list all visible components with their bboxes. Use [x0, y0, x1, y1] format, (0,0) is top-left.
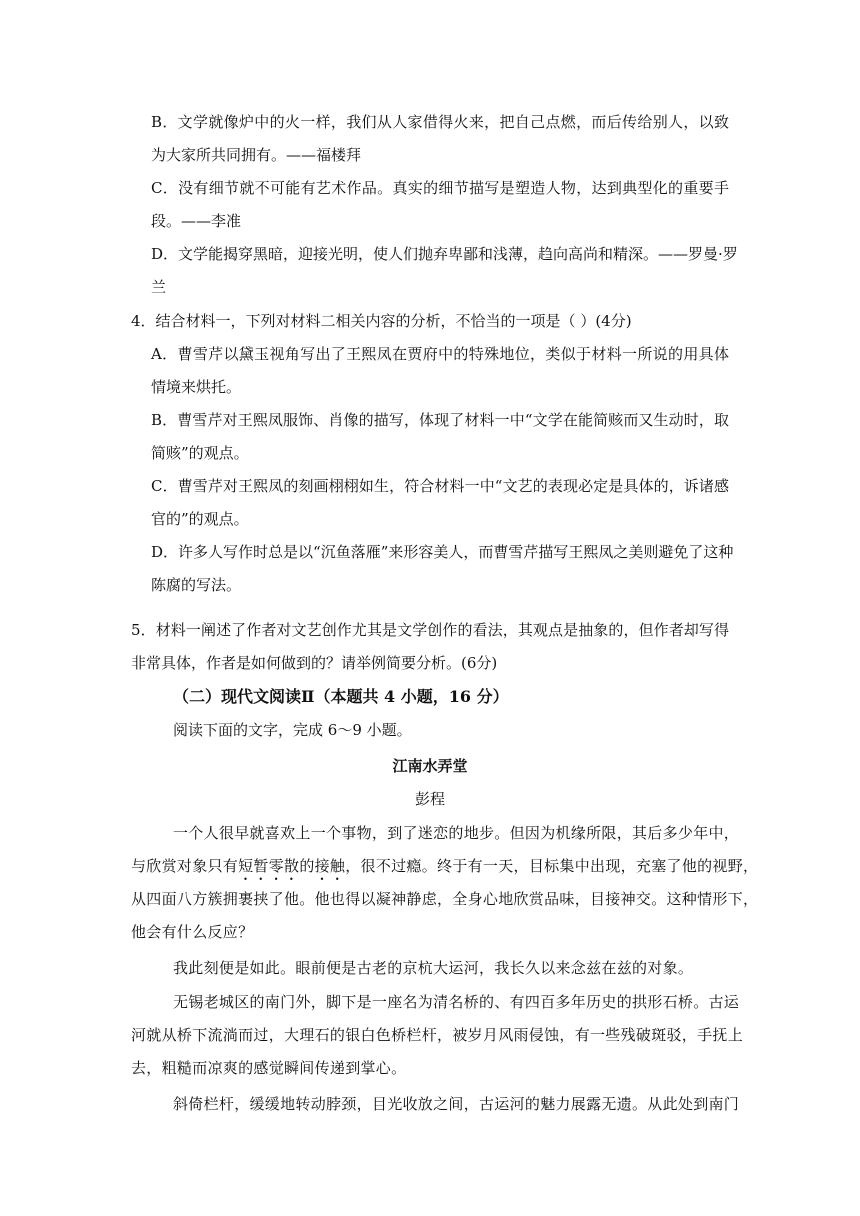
q5-line2: 非常具体，作者是如何做到的？请举例简要分析。(6分) — [131, 654, 498, 672]
q5-line1: 5．材料一阐述了作者对文艺创作尤其是文学创作的看法，其观点是抽象的，但作者却写得 — [131, 621, 729, 639]
q4-stem: 4．结合材料一，下列对材料二相关内容的分析，不恰当的一项是（ ）(4分) — [131, 312, 632, 330]
article-p3-line1: 无锡老城区的南门外，脚下是一座名为清名桥的、有四百多年历史的拱形石桥。古运 — [173, 993, 740, 1011]
article-title: 江南水弄堂 — [392, 757, 468, 775]
q4-option-d-line1: D．许多人写作时总是以“沉鱼落雁”来形容美人，而曹雪芹描写王熙凤之美则避免了这种 — [151, 543, 734, 561]
article-p3-line2: 河就从桥下流淌而过，大理石的银白色桥栏杆，被岁月风雨侵蚀，有一些残破斑驳，手抚上 — [131, 1026, 744, 1044]
q4-option-c-line1: C．曹雪芹对王熙凤的刻画栩栩如生，符合材料一中“文艺的表现必定是具体的，诉诸感 — [151, 477, 729, 495]
q4-option-c-line2: 官的”的观点。 — [151, 510, 249, 528]
article-p1-line1: 一个人很早就喜欢上一个事物，到了迷恋的地步。但因为机缘所限，其后多少年中， — [173, 824, 740, 842]
q4-option-b-line1: B．曹雪芹对王熙凤服饰、肖像的描写，体现了材料一中“文学在能简赅而又生动时，取 — [151, 411, 729, 429]
article-p4-line1: 斜倚栏杆，缓缓地转动脖颈，目光收放之间，古运河的魅力展露无遗。从此处到南门 — [173, 1095, 740, 1113]
article-p1-line4: 他会有什么反应？ — [131, 923, 254, 941]
dotted-emphasis-1: 短暂零散 — [238, 857, 300, 875]
q4-option-b-line2: 简赅”的观点。 — [151, 444, 249, 462]
dotted-emphasis-2: 接触 — [314, 857, 346, 875]
q3-option-d-line2: 兰 — [151, 278, 167, 296]
q3-option-b-line1: B．文学就像炉中的火一样，我们从人家借得火来，把自己点燃，而后传给别人，以致 — [151, 113, 729, 131]
q4-option-a-line1: A．曹雪芹以黛玉视角写出了王熙凤在贾府中的特殊地位，类似于材料一所说的用具体 — [151, 345, 729, 363]
q4-option-d-line2: 陈腐的写法。 — [151, 576, 242, 594]
article-p1-line3: 从四面八方簇拥裹挟了他。他也得以凝神静虑，全身心地欣赏品味，目接神交。这种情形下， — [131, 890, 759, 908]
section-intro: 阅读下面的文字，完成 6～9 小题。 — [173, 721, 412, 739]
q4-option-a-line2: 情境来烘托。 — [151, 378, 242, 396]
article-author: 彭程 — [414, 790, 445, 808]
section-heading: （二）现代文阅读Ⅱ（本题共 4 小题，16 分） — [173, 687, 509, 706]
article-p3-line3: 去，粗糙而凉爽的感觉瞬间传递到掌心。 — [131, 1059, 407, 1077]
q3-option-c-line2: 段。——李准 — [151, 212, 242, 230]
q3-option-c-line1: C．没有细节就不可能有艺术作品。真实的细节描写是塑造人物，达到典型化的重要手 — [151, 179, 729, 197]
article-p2: 我此刻便是如此。眼前便是古老的京杭大运河，我长久以来念兹在兹的对象。 — [173, 959, 694, 977]
q3-option-d-line1: D．文学能揭穿黑暗，迎接光明，使人们抛弃卑鄙和浅薄，趋向高尚和精深。——罗曼·罗 — [151, 245, 738, 263]
article-p1-line2: 与欣赏对象只有短暂零散的接触，很不过瘾。终于有一天，目标集中出现，充塞了他的视野， — [131, 857, 759, 875]
q3-option-b-line2: 为大家所共同拥有。——福楼拜 — [151, 146, 362, 164]
